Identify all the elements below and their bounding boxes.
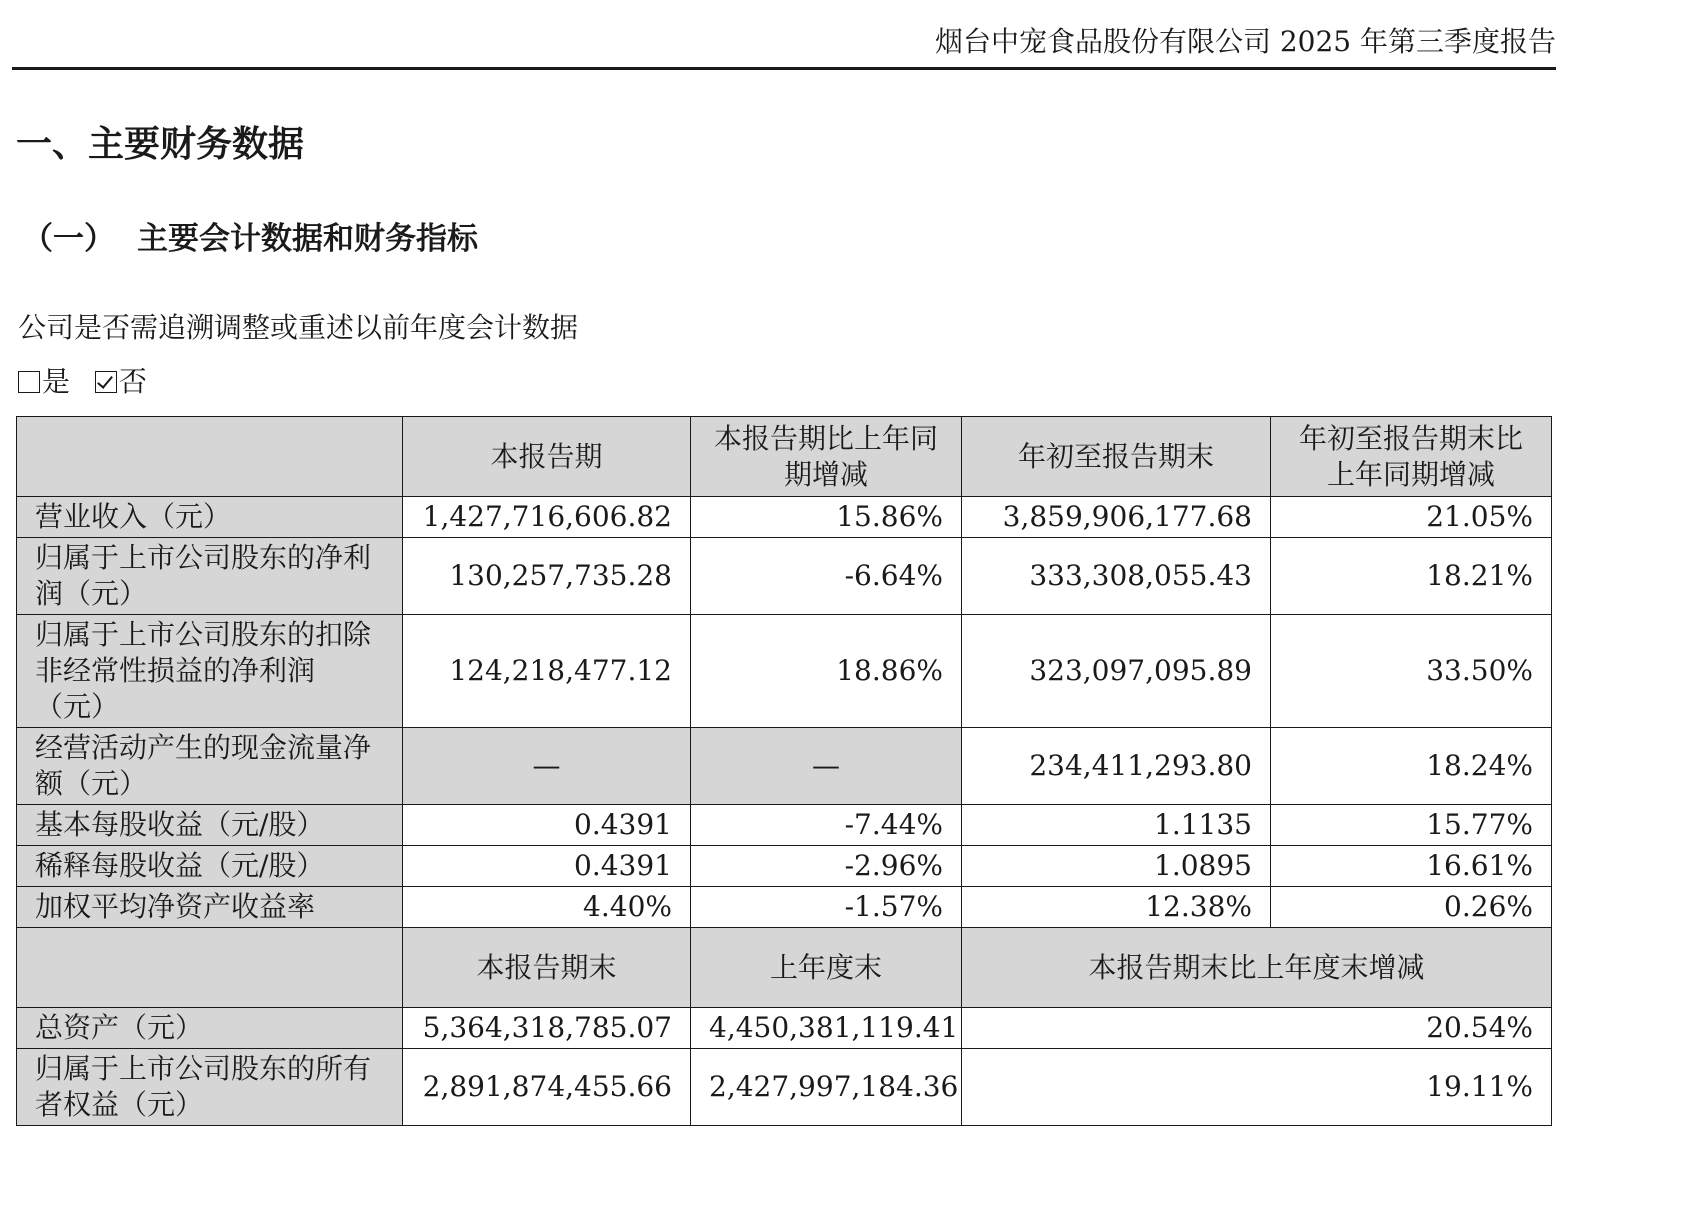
header-cell-empty — [17, 417, 403, 497]
table-row — [17, 1049, 1552, 1126]
row-label: 加权平均净资产收益率 — [17, 887, 403, 928]
cell-value: 18.86% — [691, 615, 962, 728]
table-row — [17, 887, 1552, 928]
cell-value: 2,891,874,455.66 — [403, 1049, 691, 1126]
header-cell-ytd: 年初至报告期末 — [962, 417, 1271, 497]
no-checkbox-checked-icon — [95, 371, 117, 393]
option-no-label: 否 — [118, 365, 147, 398]
table-row — [17, 1008, 1552, 1049]
cell-value: 2,427,997,184.36 — [691, 1049, 962, 1126]
cell-value: 21.05% — [1271, 497, 1552, 538]
section-title: 一、主要财务数据 — [16, 124, 305, 165]
cell-value: 12.38% — [962, 887, 1271, 928]
cell-value: 234,411,293.80 — [962, 728, 1271, 805]
table-row — [17, 805, 1552, 846]
row-label: 归属于上市公司股东的净利润（元） — [17, 538, 403, 615]
table-header-row — [17, 417, 1552, 497]
cell-value: -6.64% — [691, 538, 962, 615]
header-cell-current-period-change: 本报告期比上年同期增减 — [691, 417, 962, 497]
row-label: 营业收入（元） — [17, 497, 403, 538]
cell-value: 333,308,055.43 — [962, 538, 1271, 615]
option-yes-label: 是 — [42, 365, 71, 398]
cell-value: 1,427,716,606.82 — [403, 497, 691, 538]
cell-value: 3,859,906,177.68 — [962, 497, 1271, 538]
row-label: 总资产（元） — [17, 1008, 403, 1049]
row-label: 经营活动产生的现金流量净额（元） — [17, 728, 403, 805]
option-yes — [18, 365, 70, 398]
cell-value: 4,450,381,119.41 — [691, 1008, 962, 1049]
subsection-text: 主要会计数据和财务指标 — [137, 221, 478, 257]
cell-value: 4.40% — [403, 887, 691, 928]
table-row — [17, 497, 1552, 538]
cell-value: 15.86% — [691, 497, 962, 538]
cell-value: 18.21% — [1271, 538, 1552, 615]
cell-value: -1.57% — [691, 887, 962, 928]
subsection-title — [22, 214, 478, 264]
header-cell-prior-year-end: 上年度末 — [691, 928, 962, 1008]
cell-value: 16.61% — [1271, 846, 1552, 887]
subsection-number: （一） — [22, 221, 115, 257]
table-header-row — [17, 928, 1552, 1008]
cell-value: 0.26% — [1271, 887, 1552, 928]
table-row — [17, 615, 1552, 728]
cell-value: 323,097,095.89 — [962, 615, 1271, 728]
cell-value: 15.77% — [1271, 805, 1552, 846]
cell-value: 20.54% — [962, 1008, 1552, 1049]
cell-value: 5,364,318,785.07 — [403, 1008, 691, 1049]
row-label: 归属于上市公司股东的所有者权益（元） — [17, 1049, 403, 1126]
header-cell-current-period: 本报告期 — [403, 417, 691, 497]
restatement-question: 公司是否需追溯调整或重述以前年度会计数据 — [18, 311, 579, 344]
header-cell-period-end-change: 本报告期末比上年度末增减 — [962, 928, 1552, 1008]
row-label: 归属于上市公司股东的扣除非经常性损益的净利润（元） — [17, 615, 403, 728]
financial-data-table — [16, 416, 1552, 1126]
cell-value: 19.11% — [962, 1049, 1552, 1126]
row-label: 稀释每股收益（元/股） — [17, 846, 403, 887]
cell-value: — — [691, 728, 962, 805]
cell-value: — — [403, 728, 691, 805]
cell-value: -7.44% — [691, 805, 962, 846]
cell-value: 0.4391 — [403, 805, 691, 846]
report-header: 烟台中宠食品股份有限公司 2025 年第三季度报告 — [934, 25, 1556, 58]
table-row — [17, 846, 1552, 887]
header-cell-ytd-change: 年初至报告期末比上年同期增减 — [1271, 417, 1552, 497]
header-cell-empty — [17, 928, 403, 1008]
yes-checkbox-icon — [18, 371, 40, 393]
cell-value: 0.4391 — [403, 846, 691, 887]
cell-value: 18.24% — [1271, 728, 1552, 805]
restatement-options — [18, 362, 163, 402]
cell-value: 1.1135 — [962, 805, 1271, 846]
cell-value: 1.0895 — [962, 846, 1271, 887]
cell-value: 33.50% — [1271, 615, 1552, 728]
cell-value: 124,218,477.12 — [403, 615, 691, 728]
cell-value: -2.96% — [691, 846, 962, 887]
table-row — [17, 728, 1552, 805]
header-divider — [12, 67, 1556, 70]
cell-value: 130,257,735.28 — [403, 538, 691, 615]
table-row — [17, 538, 1552, 615]
row-label: 基本每股收益（元/股） — [17, 805, 403, 846]
header-cell-period-end: 本报告期末 — [403, 928, 691, 1008]
option-no — [95, 365, 147, 398]
